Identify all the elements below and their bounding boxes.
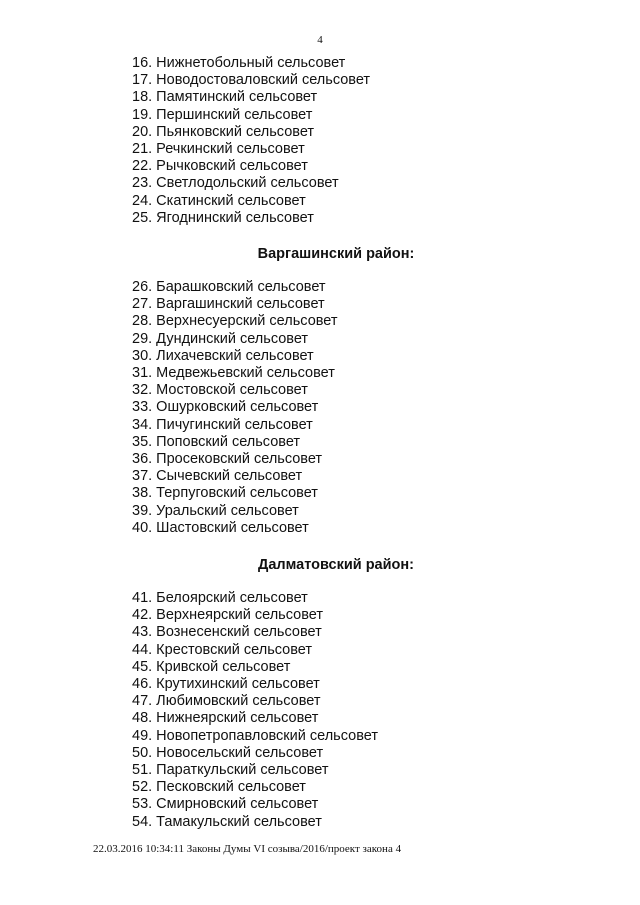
list-item: 40. Шастовский сельсовет	[132, 519, 309, 536]
list-item: 32. Мостовской сельсовет	[132, 382, 308, 399]
list-item: 36. Просековский сельсовет	[132, 451, 323, 468]
list-item: 48. Нижнеярский сельсовет	[132, 710, 319, 727]
list-item: 43. Вознесенский сельсовет	[132, 624, 322, 641]
list-item: 31. Медвежьевский сельсовет	[132, 365, 335, 382]
list-item: 51. Параткульский сельсовет	[132, 762, 329, 779]
district-heading-dalmatovsky: Далматовский район:	[258, 557, 414, 573]
list-item: 27. Варгашинский сельсовет	[132, 296, 325, 313]
page-number: 4	[317, 34, 323, 46]
list-item: 41. Белоярский сельсовет	[132, 590, 308, 606]
list-item: 45. Кривской сельсовет	[132, 658, 291, 675]
list-item: 39. Уральский сельсовет	[132, 502, 299, 519]
list-item: 23. Светлодольский сельсовет	[132, 175, 339, 192]
list-item: 53. Смирновский сельсовет	[132, 796, 319, 813]
list-item: 25. Ягоднинский сельсовет	[132, 209, 314, 226]
list-item: 49. Новопетропавловский сельсовет	[132, 727, 378, 744]
list-item: 19. Першинский сельсовет	[132, 106, 313, 123]
list-item: 37. Сычевский сельсовет	[132, 468, 303, 485]
list-item: 34. Пичугинский сельсовет	[132, 416, 313, 433]
district-heading-vargashinsky: Варгашинский район:	[257, 246, 415, 262]
list-item: 24. Скатинский сельсовет	[132, 192, 306, 209]
list-item: 20. Пьянковский сельсовет	[132, 123, 315, 140]
document-footer: 22.03.2016 10:34:11 Законы Думы VI созыва/2016/проект закона 4	[93, 843, 402, 855]
list-item: 35. Поповский сельсовет	[132, 433, 301, 450]
list-item: 54. Тамакульский сельсовет	[132, 813, 322, 830]
list-item: 28. Верхнесуерский сельсовет	[132, 313, 338, 330]
list-item: 29. Дундинский сельсовет	[132, 330, 309, 347]
list-item: 46. Крутихинский сельсовет	[132, 676, 320, 693]
settlement-list-dalmatovsky	[132, 590, 378, 831]
list-item: 22. Рычковский сельсовет	[132, 158, 308, 175]
list-item: 38. Терпуговский сельсовет	[132, 485, 318, 502]
list-item: 26. Барашковский сельсовет	[132, 279, 326, 295]
list-item: 30. Лихачевский сельсовет	[132, 347, 314, 364]
settlement-list-vargashinsky	[132, 279, 338, 537]
list-item: 16. Нижнетобольный сельсовет	[132, 55, 346, 71]
list-item: 50. Новосельский сельсовет	[132, 744, 324, 761]
list-item: 42. Верхнеярский сельсовет	[132, 607, 323, 624]
list-item: 52. Песковский сельсовет	[132, 779, 306, 796]
list-item: 17. Новодостоваловский сельсовет	[132, 72, 371, 89]
list-item: 47. Любимовский сельсовет	[132, 693, 321, 710]
list-item: 44. Крестовский сельсовет	[132, 641, 313, 658]
settlement-list-continued	[132, 55, 370, 227]
list-item: 21. Речкинский сельсовет	[132, 141, 305, 158]
list-item: 18. Памятинский сельсовет	[132, 89, 318, 106]
list-item: 33. Ошурковский сельсовет	[132, 399, 319, 416]
